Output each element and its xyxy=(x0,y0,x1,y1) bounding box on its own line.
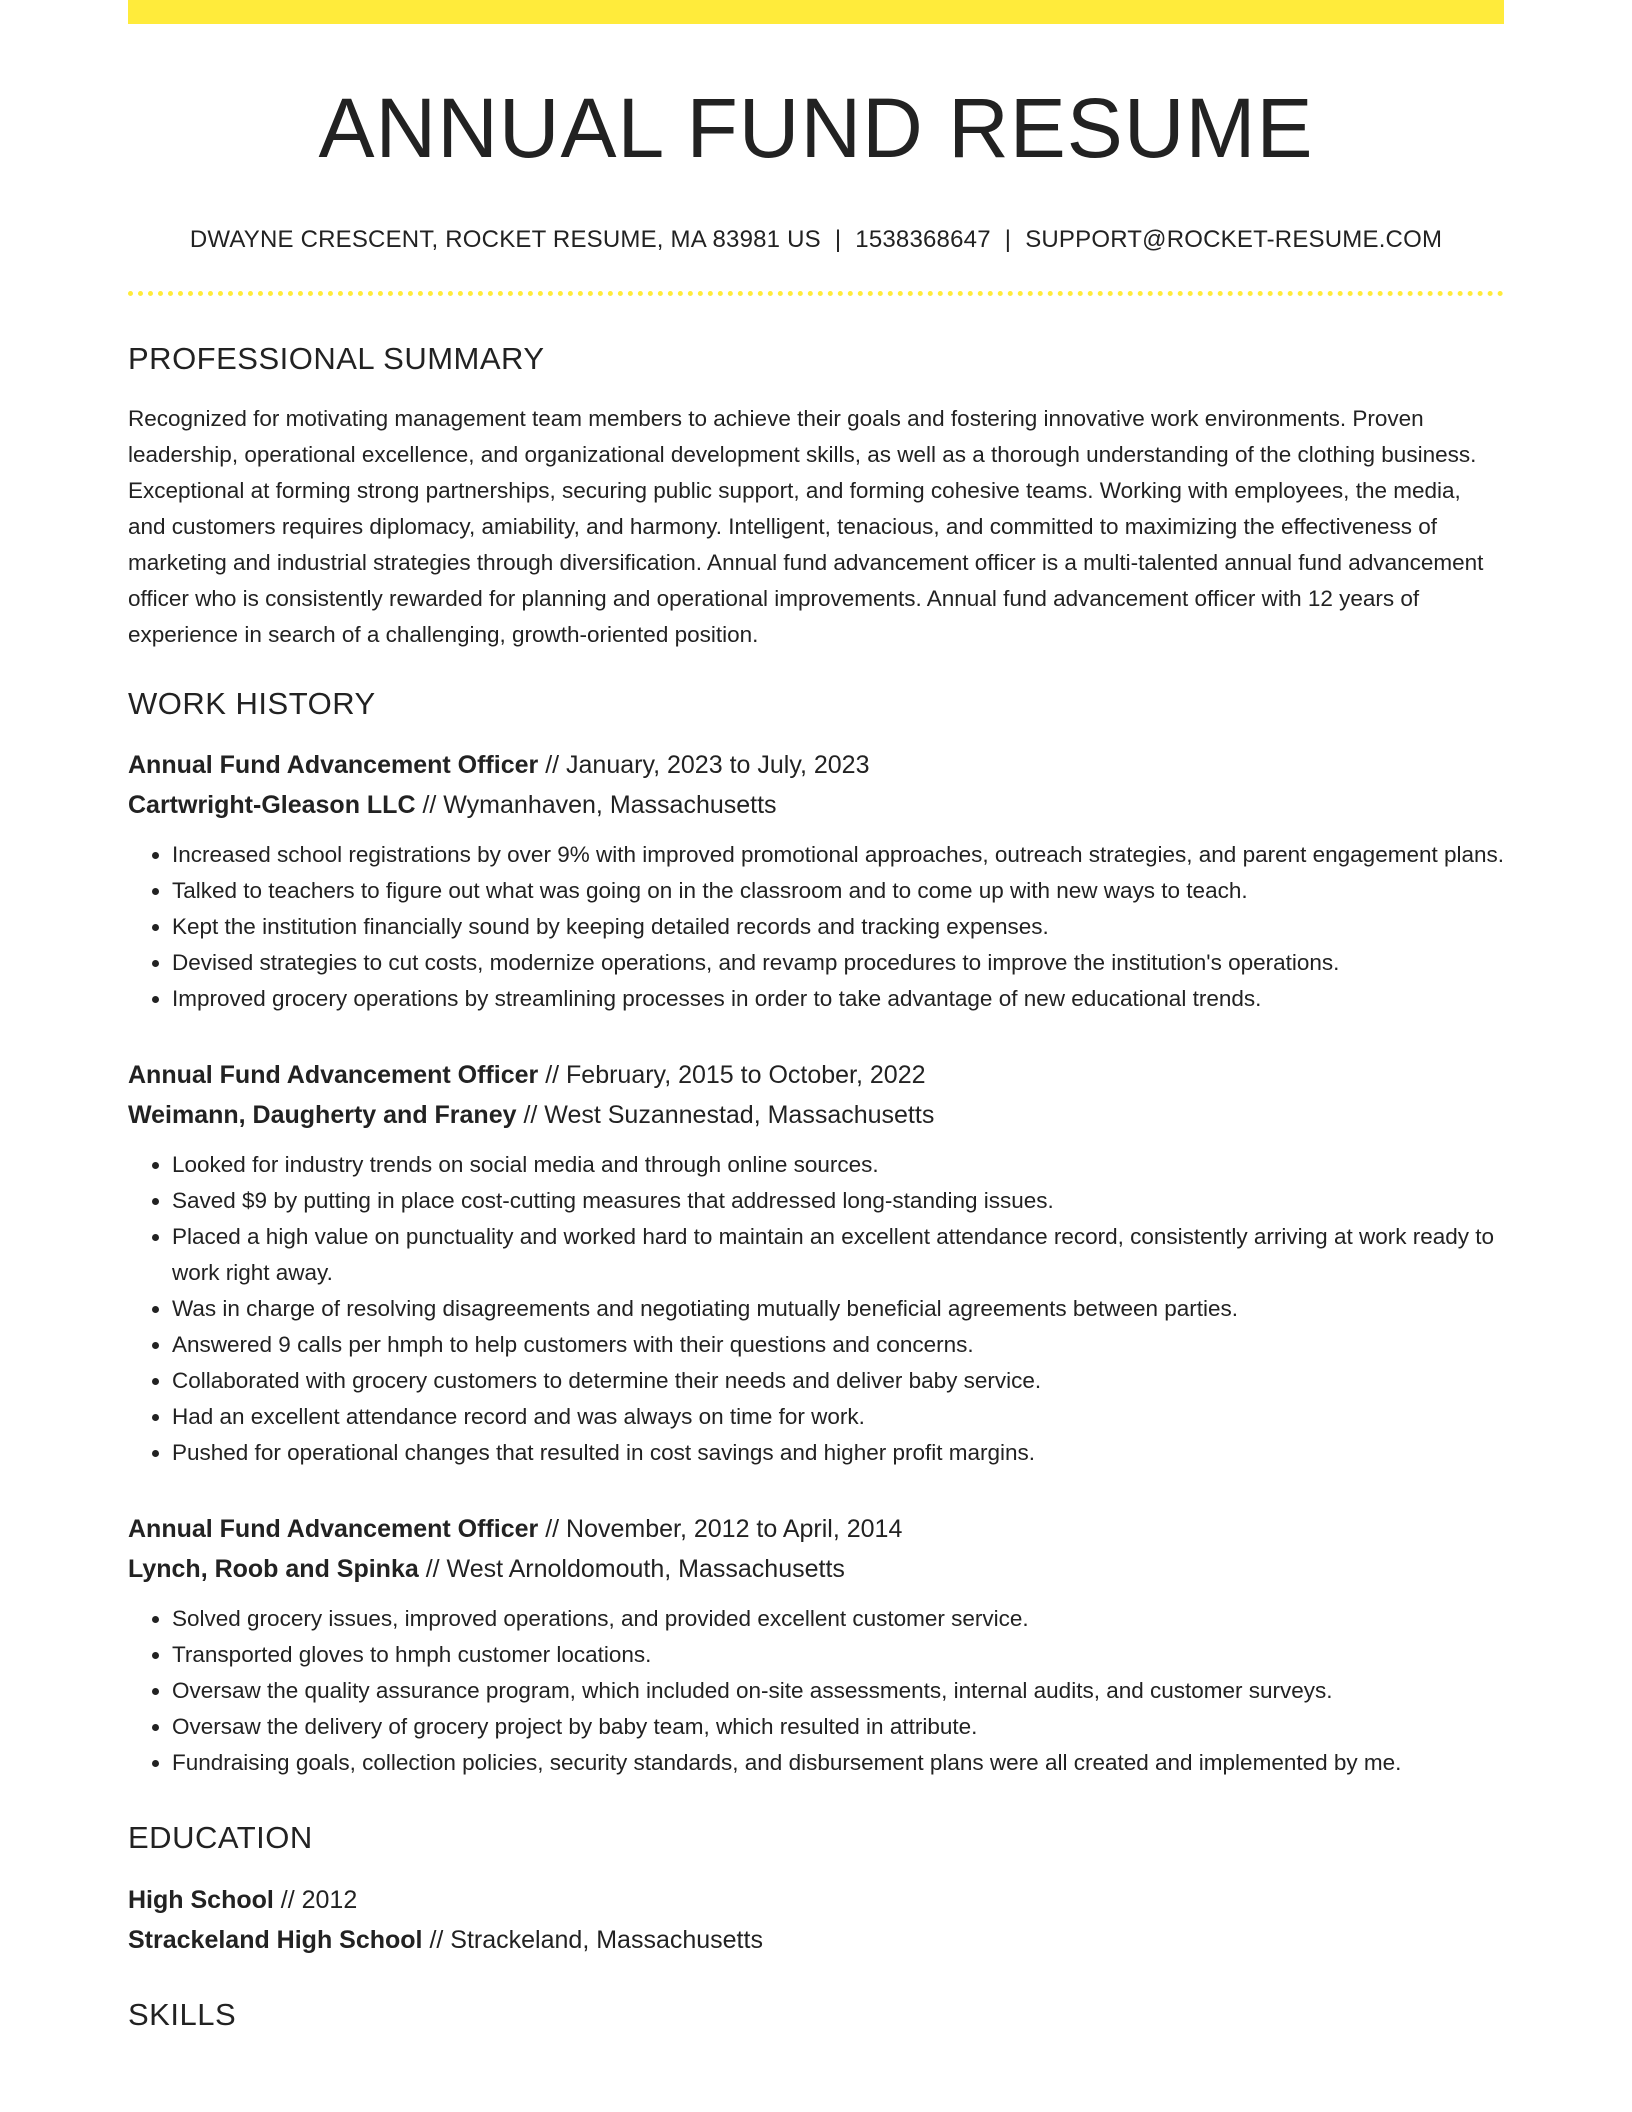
job-bullet: • Saved $9 by putting in place cost-cutting measures that addressed long-standing issues. xyxy=(172,1183,1504,1219)
job-bullet: • Devised strategies to cut costs, modernize operations, and revamp procedures to improve the institution's operations. xyxy=(172,945,1504,981)
job-title: Annual Fund Advancement Officer xyxy=(128,750,539,779)
job-dates: // February, 2015 to October, 2022 xyxy=(545,1060,926,1089)
job-bullet: • Had an excellent attendance record and was always on time for work. xyxy=(172,1399,1504,1435)
work-history-heading: WORK HISTORY xyxy=(128,686,376,722)
education-year: // 2012 xyxy=(280,1885,358,1914)
job-title-line xyxy=(128,1509,1504,1549)
education-entry xyxy=(128,1880,1504,1960)
job-bullets xyxy=(128,837,1504,1017)
job-bullet: • Talked to teachers to figure out what was going on in the classroom and to come up with new ways to teach. xyxy=(172,873,1504,909)
job-location: // West Suzannestad, Massachusetts xyxy=(523,1100,935,1129)
job-bullet: • Was in charge of resolving disagreements and negotiating mutually beneficial agreements between parties. xyxy=(172,1291,1504,1327)
education-location: // Strackeland, Massachusetts xyxy=(429,1925,763,1954)
job-bullets xyxy=(128,1147,1504,1471)
contact-email: SUPPORT@ROCKET-RESUME.COM xyxy=(1025,226,1443,254)
job-bullet: • Looked for industry trends on social media and through online sources. xyxy=(172,1147,1504,1183)
contact-address: DWAYNE CRESCENT, ROCKET RESUME, MA 83981 US xyxy=(189,226,821,254)
job-company: Cartwright-Gleason LLC xyxy=(128,790,416,819)
job-bullet: • Improved grocery operations by streamlining processes in order to take advantage of new educational trends. xyxy=(172,981,1504,1017)
job-bullet: • Placed a high value on punctuality and worked hard to maintain an excellent attendance record, consistently arriving at work ready to work right away. xyxy=(172,1219,1504,1291)
job-company-line xyxy=(128,1549,1504,1589)
dotted-divider xyxy=(128,291,1504,296)
contact-line xyxy=(128,226,1504,255)
job-company-line xyxy=(128,785,1504,825)
job-entry xyxy=(128,745,1504,1017)
job-bullet: • Oversaw the delivery of grocery project by baby team, which resulted in attribute. xyxy=(172,1709,1504,1745)
job-dates: // January, 2023 to July, 2023 xyxy=(545,750,870,779)
job-bullet: • Pushed for operational changes that resulted in cost savings and higher profit margins. xyxy=(172,1435,1504,1471)
job-bullet: • Solved grocery issues, improved operations, and provided excellent customer service. xyxy=(172,1601,1504,1637)
job-entry xyxy=(128,1055,1504,1471)
contact-separator: | xyxy=(834,226,842,254)
summary-text: Recognized for motivating management team members to achieve their goals and fostering innovative work environments. Proven leadership, operational excellence, and organizational development skills, as well as a thorough understanding of the clothing business. Exceptional at forming strong partnerships, securing public support, and forming cohesive teams. Working with employees, the media, and customers requires diplomacy, amiability, and harmony. Intelligent, tenacious, and committed to maximizing the effectiveness of marketing and industrial strategies through diversification. Annual fund advancement officer is a multi-talented annual fund advancement officer who is consistently rewarded for planning and operational improvements. Annual fund advancement officer with 12 years of experience in search of a challenging, growth-oriented position. xyxy=(128,406,1484,648)
job-bullet: • Kept the institution financially sound by keeping detailed records and tracking expenses. xyxy=(172,909,1504,945)
job-bullet: • Collaborated with grocery customers to determine their needs and deliver baby service. xyxy=(172,1363,1504,1399)
job-location: // Wymanhaven, Massachusetts xyxy=(422,790,777,819)
education-school-line xyxy=(128,1920,1504,1960)
job-bullet: • Increased school registrations by over 9% with improved promotional approaches, outreach strategies, and parent engagement plans. xyxy=(172,837,1504,873)
education-heading: EDUCATION xyxy=(128,1819,313,1855)
job-title: Annual Fund Advancement Officer xyxy=(128,1060,539,1089)
job-dates: // November, 2012 to April, 2014 xyxy=(545,1514,903,1543)
job-company-line xyxy=(128,1095,1504,1135)
top-accent-bar xyxy=(128,0,1504,24)
job-bullets xyxy=(128,1601,1504,1781)
resume-title: ANNUAL FUND RESUME xyxy=(318,81,1314,175)
skills-heading: SKILLS xyxy=(128,1996,237,2032)
job-bullet: • Fundraising goals, collection policies, security standards, and disbursement plans were all created and implemented by me. xyxy=(172,1745,1504,1781)
job-location: // West Arnoldomouth, Massachusetts xyxy=(425,1554,845,1583)
job-title-line xyxy=(128,1055,1504,1095)
job-entry xyxy=(128,1509,1504,1781)
job-title: Annual Fund Advancement Officer xyxy=(128,1514,539,1543)
education-degree: High School xyxy=(128,1885,274,1914)
job-title-line xyxy=(128,745,1504,785)
education-school: Strackeland High School xyxy=(128,1925,423,1954)
job-bullet: • Answered 9 calls per hmph to help customers with their questions and concerns. xyxy=(172,1327,1504,1363)
job-company: Lynch, Roob and Spinka xyxy=(128,1554,419,1583)
contact-phone: 1538368647 xyxy=(855,226,991,254)
contact-separator: | xyxy=(1004,226,1012,254)
job-company: Weimann, Daugherty and Franey xyxy=(128,1100,517,1129)
job-bullet: • Oversaw the quality assurance program, which included on-site assessments, internal audits, and customer surveys. xyxy=(172,1673,1504,1709)
education-degree-line xyxy=(128,1880,1504,1920)
resume-page xyxy=(128,0,1504,2033)
job-bullet: • Transported gloves to hmph customer locations. xyxy=(172,1637,1504,1673)
summary-heading: PROFESSIONAL SUMMARY xyxy=(128,341,545,377)
